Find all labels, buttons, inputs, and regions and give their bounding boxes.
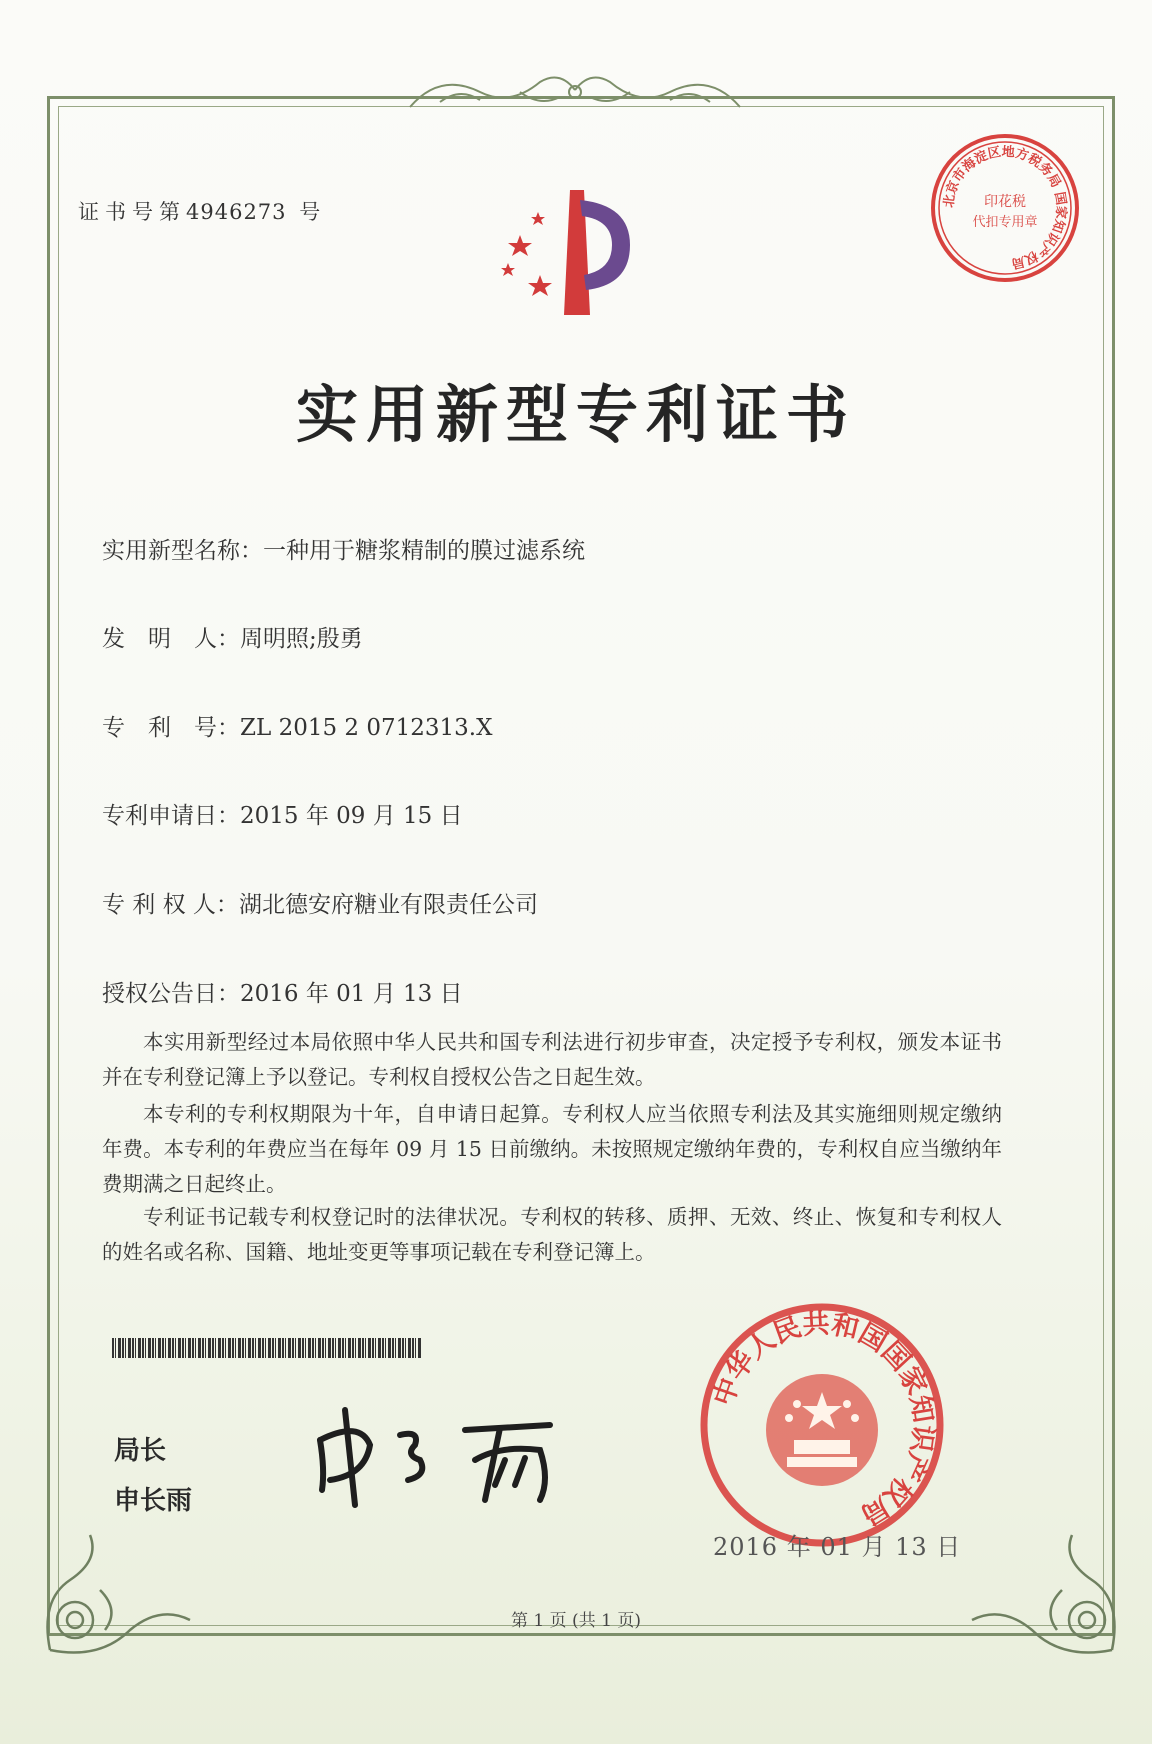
barcode	[112, 1338, 422, 1358]
body-paragraph: 本专利的专利权期限为十年，自申请日起算。专利权人应当依照专利法及其实施细则规定缴纳年费。本专利的年费应当在每年 09 月 15 日前缴纳。未按照规定缴纳年费的，专利权自应当缴纳年费期满之日起终止。	[102, 1102, 1002, 1196]
bottom-right-ornament	[962, 1520, 1132, 1660]
cnipa-logo	[480, 180, 640, 330]
field-value: 2015 年 09 月 15 日	[240, 803, 463, 829]
official-seal-ring-text: 中华人民共和国国家知识产权局	[708, 1308, 939, 1531]
cnipa-official-seal	[697, 1300, 947, 1550]
director-name: 申长雨	[114, 1486, 193, 1516]
field-label: 实用新型名称：	[102, 538, 263, 564]
inner-border	[58, 106, 1104, 1626]
certificate-number	[78, 196, 326, 226]
field-value: 一种用于糖浆精制的膜过滤系统	[263, 538, 585, 564]
bottom-left-ornament	[30, 1520, 200, 1660]
certificate-title: 实用新型专利证书	[295, 378, 856, 451]
field-patent-number	[102, 709, 492, 742]
tax-seal-center-text: 印花税	[984, 194, 1026, 210]
national-emblem-icon	[766, 1374, 878, 1486]
certificate-number-value: 4946273	[186, 200, 287, 224]
body-paragraph: 专利证书记载专利权登记时的法律状况。专利权的转移、质押、无效、终止、恢复和专利权人的姓名或名称、国籍、地址变更等事项记载在专利登记簿上。	[102, 1205, 1002, 1264]
page-footer: 第 1 页 (共 1 页)	[511, 1611, 641, 1631]
tax-stamp-seal	[925, 128, 1085, 288]
field-value: 2016 年 01 月 13 日	[240, 981, 463, 1007]
field-label: 专利申请日：	[102, 803, 240, 829]
field-grant-date	[102, 975, 463, 1008]
field-patentee	[102, 886, 538, 919]
seal-date: 2016 年 01 月 13 日	[713, 1533, 962, 1561]
body-paragraph: 本实用新型经过本局依照中华人民共和国专利法进行初步审查，决定授予专利权，颁发本证书并在专利登记簿上予以登记。专利权自授权公告之日起生效。	[102, 1030, 1002, 1089]
field-inventor	[102, 620, 363, 653]
certificate-number-prefix: 证书号第	[78, 200, 186, 224]
tax-seal-center-text-2: 代扣专用章	[972, 215, 1038, 230]
certificate-number-suffix: 号	[299, 200, 327, 224]
field-application-date	[102, 797, 463, 830]
director-signature	[300, 1400, 580, 1510]
field-label: 发 明 人：	[102, 626, 240, 652]
field-label: 专 利 权 人：	[102, 892, 239, 918]
director-title: 局长	[114, 1436, 167, 1466]
top-ornament	[400, 62, 750, 122]
field-value: ZL 2015 2 0712313.X	[240, 715, 493, 741]
field-label: 授权公告日：	[102, 981, 240, 1007]
field-value: 湖北德安府糖业有限责任公司	[238, 892, 538, 918]
tax-seal-ring-text: 北京市海淀区地方税务局 国家知识产权局	[941, 144, 1069, 271]
field-label: 专 利 号：	[102, 715, 240, 741]
field-value: 周明照;殷勇	[240, 626, 363, 652]
field-utility-model-name	[102, 532, 585, 565]
